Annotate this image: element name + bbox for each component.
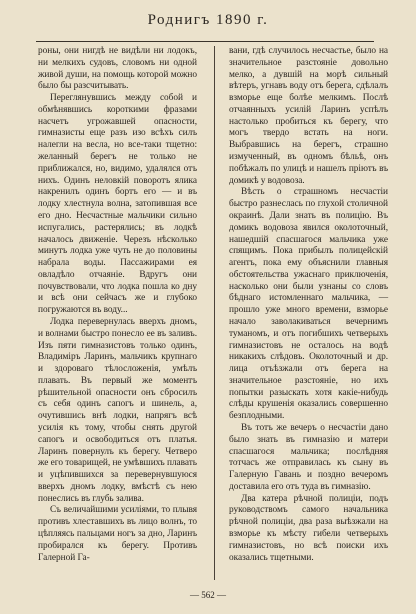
paragraph: Съ величайшими усиліями, то плывя противъ хлеставшихъ въ лицо волнъ, то цѣпляясь пальцами ногъ за дно, Ларинъ пробирался къ берегу. Противъ Галерной Га-	[38, 505, 197, 563]
page-header-title: Роднигъ 1890 г.	[147, 12, 269, 28]
left-column	[38, 46, 197, 564]
paragraph: Въ тотъ же вечеръ о несчастіи дано было знать въ гимназію и матери спасшагося мальчика; послѣдняя тотчасъ же отправилась къ сыну въ Галерную Гавань и поздно вечеромъ доставила его отъ туда въ гимназію.	[229, 423, 388, 492]
header-rule	[36, 41, 374, 42]
right-column	[229, 46, 388, 564]
column-divider	[214, 46, 215, 580]
paragraph: роны, они нигдѣ не видѣли ни лодокъ, ни мелкихъ судовъ, словомъ ни одной живой души, на помощь которой можно было бы разсчитывать.	[38, 46, 197, 92]
paragraph: Два катера рѣчной полиціи, подъ руководствомъ самого начальника рѣчной полиціи, два раза выѣзжали на взморье къ мѣсту гибели четверыхъ гимназистовъ, но всѣ поиски ихъ оказались тщетными.	[229, 493, 388, 563]
paragraph: Вѣсть о страшномъ несчастіи быстро разнеслась по глухой столичной окраинѣ. Дали знать въ полицію. Въ домикъ водовоза явился околоточный, нашедшій спасшагося мальчика уже спящимъ. Пока прибылъ полицейскій агентъ, пока ему объяснили главныя обстоятельства ужаснаго приключенія, насколько они были узнаны со словъ бѣднаго истомленнаго мальчика, — прошло уже много времени, взморье начало заволакиваться вечернимъ туманомъ, и отъ погибшихъ четверыхъ гимназистовъ не осталось на водѣ никакихъ слѣдовъ. Околоточный и др. лица отъѣзжали отъ берега на значительное разстояніе, но ихъ попытки разыскать хотя какіе-нибудь слѣды крушенія оказались совершенно безплодными.	[229, 187, 388, 422]
paragraph: вани, гдѣ случилось несчастье, было на значительное разстояніе довольно мелко, а дувшій на морѣ сильный вѣтеръ, угнавъ воду отъ берега, сдѣлалъ взморье еще болѣе мелкимъ. Послѣ отчаянныхъ усилій Ларинъ успѣлъ настолько пробиться къ берегу, что могъ твердо встать на ноги. Выбравшись на берегъ, страшно измученный, въ одномъ бѣльѣ, онъ побѣжалъ по улицѣ и нашелъ пріютъ въ домикѣ у водовоза.	[229, 46, 388, 186]
paragraph: Лодка перевернулась вверхъ дномъ, и волнами быстро понесло ее въ заливъ. Изъ пяти гимназистовъ только одинъ, Владиміръ Ларинъ, мальчикъ крупнаго и здороваго тѣлосложенія, умѣлъ плавать. Въ первый же моментъ рѣшительной опасности онъ сбросилъ съ себя одинъ сапогъ и шинель, а, очутившись внѣ лодки, напрягъ всѣ усилія къ тому, чтобы снять другой сапогъ и освободиться отъ платья. Ларинъ повернулъ къ берегу. Четверо же его товарищей, не умѣвшихъ плавать и уцѣпившихся за перевернувшуюся вверхъ дномъ лодку, вмѣстѣ съ нею понеслись въ глубь залива.	[38, 316, 197, 504]
page-number: — 562 —	[190, 590, 226, 600]
paragraph: Переглянувшись между собой и обмѣнявшись короткими фразами насчетъ угрожавшей опасности, гимназисты еще разъ изо всѣхъ силъ налегли на весла, но все-таки тщетно: желанный берегъ не только не приближался, но, видимо, удалялся отъ нихъ. Одинъ неловкій поворотъ ялика накренилъ одинъ бортъ его — и въ лодку хлестнула волна, затопившая все его дно. Несчастные мальчики сильно испугались, растерялись; въ лодкѣ началось движеніе. Черезъ нѣсколько минутъ лодка уже чуть не до половины набрала воды. Пассажирами ея овладѣло отчаяніе. Вдругъ они почувствовали, что лодка пошла ко дну и всѣ они сейчасъ же и глубоко погружаются въ воду...	[38, 93, 197, 316]
